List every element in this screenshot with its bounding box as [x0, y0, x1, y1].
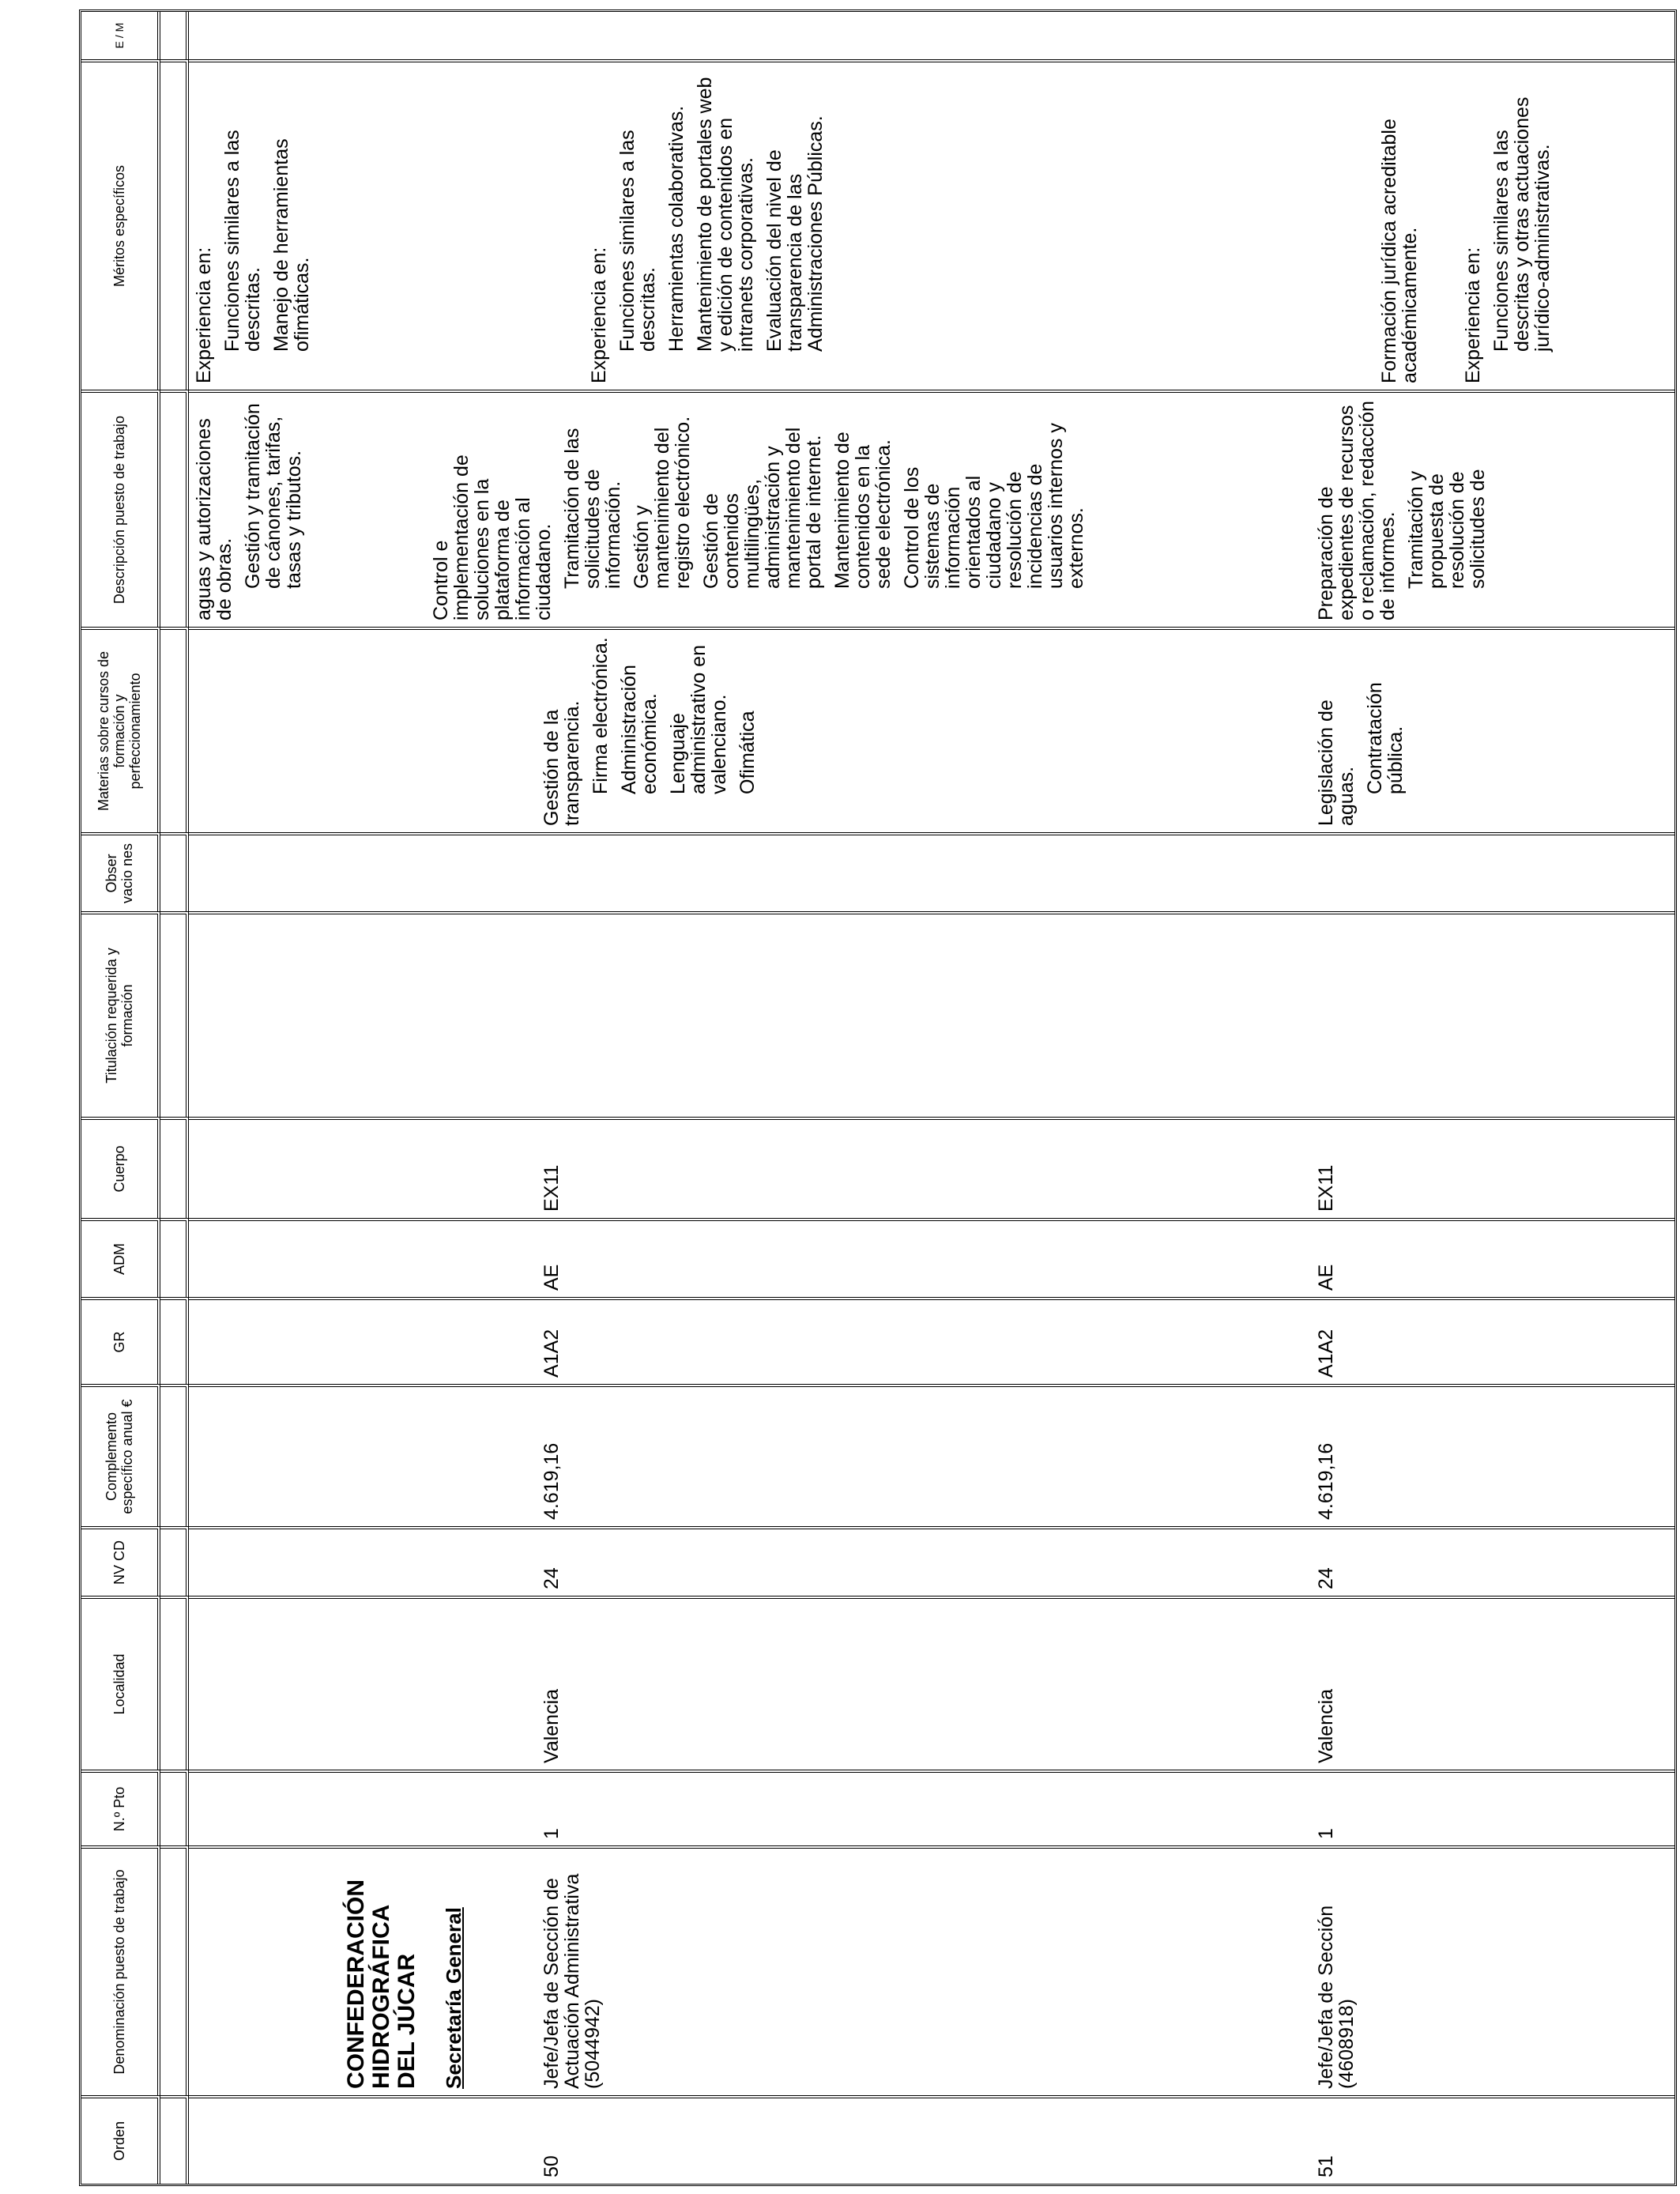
spacer-cell — [160, 911, 189, 1117]
adm-50: AE — [541, 1264, 563, 1291]
list-item: Herramientas colaborativas. — [665, 105, 687, 352]
spacer-cell — [160, 832, 189, 911]
list-spacer — [1428, 69, 1463, 383]
orden-51: 51 — [1315, 2155, 1337, 2177]
complemento-51: 4.619,16 — [1315, 1442, 1337, 1520]
spacer-cell — [160, 1845, 189, 2095]
header-denominacion: Denominación puesto de trabajo — [81, 1845, 160, 2095]
materias-51 — [1316, 636, 1414, 826]
spacer-cell — [160, 1117, 189, 1218]
header-complemento: Complemento específico anual € — [81, 1384, 160, 1526]
descripcion-51 — [1316, 399, 1496, 620]
header-cuerpo: Cuerpo — [81, 1117, 160, 1218]
header-descripcion: Descripción puesto de trabajo — [81, 390, 160, 627]
meritos-continuation — [194, 69, 320, 383]
spacer-cell — [160, 1526, 189, 1596]
materias-50 — [541, 636, 766, 826]
spacer-cell — [160, 1596, 189, 1770]
positions-table — [79, 9, 1677, 2186]
list-item: Gestión de contenidos multilingües, administración y mantenimiento del portal de internet. — [700, 427, 825, 589]
list-item: Mantenimiento de portales web y edición de contenidos en intranets corporativas. — [694, 77, 757, 352]
spacer-cell — [160, 12, 189, 59]
organization-name: CONFEDERACIÓN HIDROGRÁFICA DEL JÚCAR — [343, 1879, 420, 2089]
col-localidad — [189, 1596, 1674, 1770]
descripcion-50 — [431, 399, 1094, 620]
list-item: Firma electrónica. — [590, 637, 612, 794]
organization-heading — [344, 1855, 464, 2089]
header-row — [81, 12, 160, 2184]
list-item: Tramitación y propuesta de resolución de solicitudes de — [1405, 469, 1489, 589]
list-item: Gestión y mantenimiento del registro electrónico. — [631, 416, 694, 589]
complemento-50: 4.619,16 — [541, 1442, 563, 1520]
meritos-50 — [589, 69, 834, 383]
list-item: Ofimática — [736, 711, 759, 794]
header-titulacion: Titulación requerida y formación — [81, 911, 160, 1117]
list-item: Experiencia en: — [588, 247, 610, 383]
list-item: Funciones similares a las descritas y otras actuaciones jurídico-administrativas. — [1490, 96, 1554, 352]
localidad-51: Valencia — [1315, 1688, 1337, 1763]
list-item: Gestión de la transparencia. — [541, 700, 583, 826]
header-adm: ADM — [81, 1218, 160, 1297]
header-observaciones: Obser vacio nes — [81, 832, 160, 911]
cuerpo-51: EX11 — [1315, 1164, 1337, 1212]
list-item: Tramitación de las solicitudes de información. — [561, 428, 624, 589]
list-item: Contratación pública. — [1364, 682, 1407, 794]
col-materias — [189, 627, 1674, 832]
table-body-row — [189, 12, 1674, 2184]
col-adm — [189, 1218, 1674, 1297]
col-descripcion — [189, 390, 1674, 627]
col-observaciones — [189, 832, 1674, 911]
col-em — [189, 12, 1674, 59]
denominacion-51: Jefe/Jefa de Sección (4608918) — [1315, 1905, 1358, 2089]
spacer-cell — [160, 627, 189, 832]
header-gr: GR — [81, 1297, 160, 1384]
gr-51: A1A2 — [1315, 1329, 1337, 1378]
header-n-pto: N.º Pto — [81, 1770, 160, 1845]
col-n-pto — [189, 1770, 1674, 1845]
header-em: E / M — [81, 12, 160, 59]
list-item: Control e implementación de soluciones en la plataforma de información al ciudadano. — [430, 454, 555, 620]
orden-50: 50 — [541, 2155, 563, 2177]
header-localidad: Localidad — [81, 1596, 160, 1770]
list-item: Experiencia en: — [1462, 247, 1484, 383]
col-denominacion — [189, 1845, 1674, 2095]
col-titulacion — [189, 911, 1674, 1117]
spacer-cell — [160, 1297, 189, 1384]
n-pto-51: 1 — [1315, 1828, 1337, 1839]
list-item: Legislación de aguas. — [1315, 699, 1358, 826]
localidad-50: Valencia — [541, 1688, 563, 1763]
adm-51: AE — [1315, 1264, 1337, 1291]
header-nv-cd: NV CD — [81, 1526, 160, 1596]
gr-50: A1A2 — [541, 1329, 563, 1378]
list-item: Mantenimiento de contenidos en la sede electrónica. — [831, 432, 895, 589]
denominacion-50: Jefe/Jefa de Sección de Actuación Administrativa (5044942) — [541, 1873, 604, 2089]
list-item: Manejo de herramientas ofimáticas. — [270, 138, 313, 352]
spacer-cell — [160, 2095, 189, 2184]
spacer-cell — [160, 59, 189, 390]
header-meritos: Méritos específicos — [81, 59, 160, 390]
spacer-cell — [160, 1384, 189, 1526]
list-item: Control de los sistemas de información orientados al ciudadano y resolución de incidencias de usuarios internos y externos. — [901, 423, 1087, 589]
header-orden: Orden — [81, 2095, 160, 2184]
list-item: Lenguaje administrativo en valenciano. — [667, 645, 730, 794]
spacer-cell — [160, 390, 189, 627]
list-item: Funciones similares a las descritas. — [221, 130, 264, 352]
nv-cd-50: 24 — [541, 1567, 563, 1589]
cuerpo-50: EX11 — [541, 1164, 563, 1212]
list-item: Administración económica. — [618, 665, 661, 794]
spacer-cell — [160, 1218, 189, 1297]
nv-cd-51: 24 — [1315, 1567, 1337, 1589]
col-gr — [189, 1297, 1674, 1384]
organization-unit: Secretaría General — [442, 1907, 465, 2089]
col-meritos — [189, 59, 1674, 390]
list-item: aguas y autorizaciones de obras. — [193, 418, 235, 620]
col-cuerpo — [189, 1117, 1674, 1218]
spacer-cell — [160, 1770, 189, 1845]
meritos-51 — [1379, 69, 1561, 383]
descripcion-continuation — [194, 399, 312, 620]
col-nv-cd — [189, 1526, 1674, 1596]
list-item: Evaluación del nivel de transparencia de las Administraciones Públicas. — [763, 115, 827, 352]
header-materias: Materias sobre cursos de formación y perfeccionamiento — [81, 627, 160, 832]
list-item: Gestión y tramitación de cánones, tarifas, tasas y tributos. — [242, 403, 305, 589]
col-orden — [189, 2095, 1674, 2184]
list-item: Experiencia en: — [193, 247, 215, 383]
list-item: Formación jurídica acreditable académicamente. — [1378, 119, 1421, 383]
col-complemento — [189, 1384, 1674, 1526]
list-item: Preparación de expedientes de recursos o reclamación, redacción de informes. — [1315, 401, 1399, 620]
list-item: Funciones similares a las descritas. — [616, 130, 659, 352]
n-pto-50: 1 — [541, 1828, 563, 1839]
spacer-row — [160, 12, 189, 2184]
